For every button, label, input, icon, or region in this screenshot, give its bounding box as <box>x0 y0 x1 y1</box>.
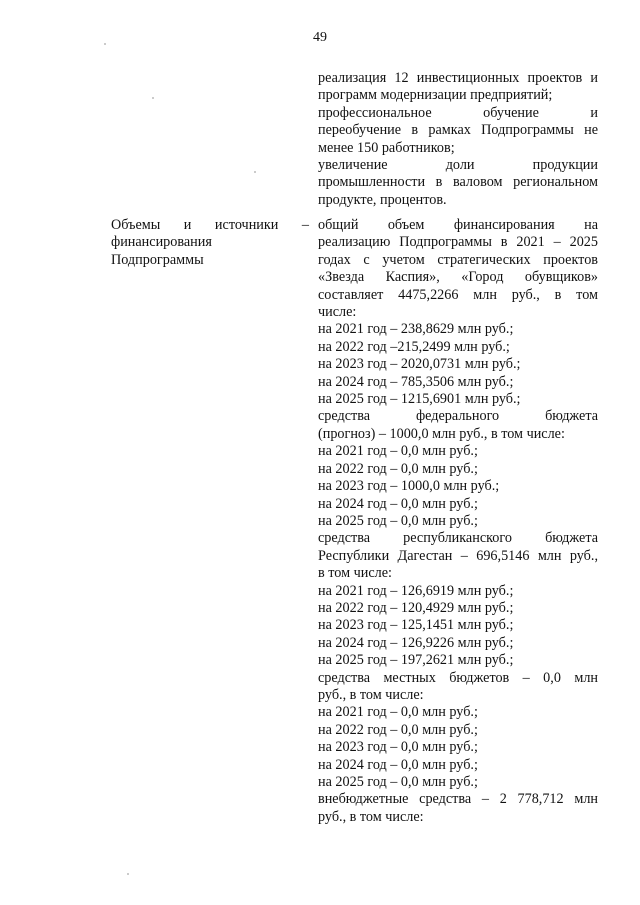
text-line: на 2022 год – 0,0 млн руб.; <box>318 460 478 477</box>
text-line: на 2022 год – 0,0 млн руб.; <box>318 721 478 738</box>
text-line: годах с учетом стратегических проектов <box>318 251 598 268</box>
text-line: на 2021 год – 238,8629 млн руб.; <box>318 321 514 338</box>
text-line: на 2024 год – 126,9226 млн руб.; <box>318 634 514 651</box>
text-line: промышленности в валовом региональном <box>318 174 598 191</box>
text-line: руб., в том числе: <box>318 808 424 825</box>
text-line: финансирования <box>111 234 212 251</box>
text-line: общий объем финансирования на <box>318 217 598 233</box>
text-line: реализацию Подпрограммы в 2021 – 2025 <box>318 234 598 251</box>
text-line: на 2021 год – 126,6919 млн руб.; <box>318 582 514 599</box>
text-line: «Звезда Каспия», «Город обувщиков» <box>318 269 598 286</box>
text-line: на 2024 год – 785,3506 млн руб.; <box>318 373 514 390</box>
text-line: Подпрограммы <box>111 251 204 268</box>
scan-speck <box>254 171 256 173</box>
text-line: на 2022 год –215,2499 млн руб.; <box>318 338 510 355</box>
text-line: на 2022 год – 120,4929 млн руб.; <box>318 599 514 616</box>
text-line: на 2021 год – 0,0 млн руб.; <box>318 443 478 460</box>
text-line: средства республиканского бюджета <box>318 530 598 547</box>
text-line: на 2025 год – 0,0 млн руб.; <box>318 512 478 529</box>
targets-continued-block <box>318 70 598 209</box>
text-line: (прогноз) – 1000,0 млн руб., в том числе: <box>318 425 565 442</box>
text-line: на 2025 год – 1215,6901 млн руб.; <box>318 391 521 408</box>
text-line: на 2023 год – 2020,0731 млн руб.; <box>318 356 521 373</box>
text-line: внебюджетные средства – 2 778,712 млн <box>318 791 598 808</box>
text-line: на 2025 год – 0,0 млн руб.; <box>318 774 478 790</box>
text-line: увеличение доли продукции <box>318 157 598 174</box>
text-line: менее 150 работников; <box>318 139 455 156</box>
text-line: на 2024 год – 0,0 млн руб.; <box>318 756 478 773</box>
scan-speck <box>104 43 106 45</box>
page-number: 49 <box>313 30 327 45</box>
text-line: в том числе: <box>318 565 392 582</box>
text-line: продукте, процентов. <box>318 191 447 208</box>
text-line: средства местных бюджетов – 0,0 млн <box>318 669 598 686</box>
text-line: руб., в том числе: <box>318 686 424 703</box>
text-line: на 2023 год – 125,1451 млн руб.; <box>318 617 514 634</box>
text-line: Республики Дагестан – 696,5146 млн руб., <box>318 547 598 564</box>
text-line: на 2023 год – 0,0 млн руб.; <box>318 739 478 756</box>
scan-speck <box>152 97 154 99</box>
text-line: переобучение в рамках Подпрограммы не <box>318 122 598 139</box>
text-line: на 2023 год – 1000,0 млн руб.; <box>318 478 500 495</box>
financing-details-block <box>318 217 598 826</box>
text-line: средства федерального бюджета <box>318 408 598 425</box>
text-line: реализация 12 инвестиционных проектов и <box>318 70 598 86</box>
text-line: на 2025 год – 197,2621 млн руб.; <box>318 652 514 669</box>
text-line: составляет 4475,2266 млн руб., в том <box>318 286 598 303</box>
text-line: на 2024 год – 0,0 млн руб.; <box>318 495 478 512</box>
text-line: числе: <box>318 304 357 321</box>
financing-row-label <box>111 217 309 269</box>
text-line: на 2021 год – 0,0 млн руб.; <box>318 704 478 721</box>
text-line: профессиональное обучение и <box>318 104 598 121</box>
text-line: программ модернизации предприятий; <box>318 87 553 104</box>
scan-speck <box>127 873 129 875</box>
text-line: Объемы и источники – <box>111 217 309 233</box>
